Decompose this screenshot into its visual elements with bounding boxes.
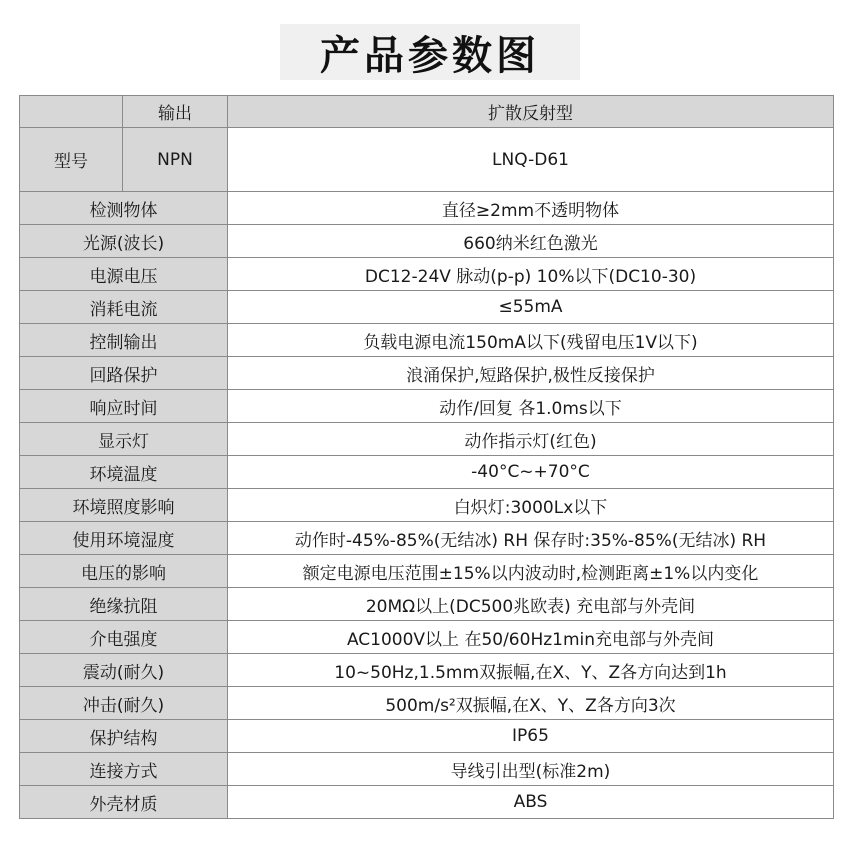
spec-label: 控制输出 (20, 324, 228, 357)
spec-label: 消耗电流 (20, 291, 228, 324)
output-type: NPN (123, 128, 228, 192)
table-row (20, 621, 834, 654)
table-row (20, 555, 834, 588)
spec-value: 660纳米红色激光 (228, 225, 834, 258)
spec-value: 20MΩ以上(DC500兆欧表) 充电部与外壳间 (228, 588, 834, 621)
table-row (20, 687, 834, 720)
table-row (20, 522, 834, 555)
spec-value: ≤55mA (228, 291, 834, 324)
spec-label: 检测物体 (20, 192, 228, 225)
table-row (20, 258, 834, 291)
spec-label: 使用环境湿度 (20, 522, 228, 555)
spec-value: 500m/s²双振幅,在X、Y、Z各方向3次 (228, 687, 834, 720)
spec-label: 显示灯 (20, 423, 228, 456)
spec-value: 导线引出型(标准2m) (228, 753, 834, 786)
table-row (20, 357, 834, 390)
spec-table (19, 95, 834, 819)
spec-value: 动作时-45%-85%(无结冰) RH 保存时:35%-85%(无结冰) RH (228, 522, 834, 555)
table-row (20, 390, 834, 423)
spec-value: 浪涌保护,短路保护,极性反接保护 (228, 357, 834, 390)
spec-value: ABS (228, 786, 834, 819)
spec-label: 绝缘抗阻 (20, 588, 228, 621)
spec-value: DC12-24V 脉动(p-p) 10%以下(DC10-30) (228, 258, 834, 291)
spec-label: 电源电压 (20, 258, 228, 291)
table-row (20, 456, 834, 489)
sensor-type-value: 扩散反射型 (228, 96, 834, 128)
spec-value: 负载电源电流150mA以下(残留电压1V以下) (228, 324, 834, 357)
spec-value: -40°C~+70°C (228, 456, 834, 489)
spec-label: 光源(波长) (20, 225, 228, 258)
model-value: LNQ-D61 (228, 128, 834, 192)
table-row (20, 489, 834, 522)
spec-value: 白炽灯:3000Lx以下 (228, 489, 834, 522)
spec-label: 保护结构 (20, 720, 228, 753)
page-title: 产品参数图 (320, 32, 540, 79)
spec-value: 10~50Hz,1.5mm双振幅,在X、Y、Z各方向达到1h (228, 654, 834, 687)
table-row (20, 753, 834, 786)
model-label: 型号 (20, 128, 123, 192)
table-row (20, 786, 834, 819)
spec-value: AC1000V以上 在50/60Hz1min充电部与外壳间 (228, 621, 834, 654)
spec-label: 震动(耐久) (20, 654, 228, 687)
page-title-box (280, 24, 580, 80)
table-row (20, 588, 834, 621)
spec-label: 环境照度影响 (20, 489, 228, 522)
spec-value: 直径≥2mm不透明物体 (228, 192, 834, 225)
output-label: 输出 (123, 96, 228, 128)
table-row (20, 324, 834, 357)
header-blank-cell (20, 96, 123, 128)
spec-label: 环境温度 (20, 456, 228, 489)
spec-value: 额定电源电压范围±15%以内波动时,检测距离±1%以内变化 (228, 555, 834, 588)
table-row (20, 225, 834, 258)
table-row (20, 423, 834, 456)
table-row (20, 291, 834, 324)
spec-value: 动作/回复 各1.0ms以下 (228, 390, 834, 423)
table-row (20, 654, 834, 687)
table-row (20, 720, 834, 753)
table-row (20, 192, 834, 225)
spec-label: 响应时间 (20, 390, 228, 423)
spec-label: 回路保护 (20, 357, 228, 390)
spec-label: 外壳材质 (20, 786, 228, 819)
spec-label: 电压的影响 (20, 555, 228, 588)
spec-label: 冲击(耐久) (20, 687, 228, 720)
spec-label: 连接方式 (20, 753, 228, 786)
spec-value: IP65 (228, 720, 834, 753)
table-header-row (20, 96, 834, 128)
model-row (20, 128, 834, 192)
spec-label: 介电强度 (20, 621, 228, 654)
spec-value: 动作指示灯(红色) (228, 423, 834, 456)
